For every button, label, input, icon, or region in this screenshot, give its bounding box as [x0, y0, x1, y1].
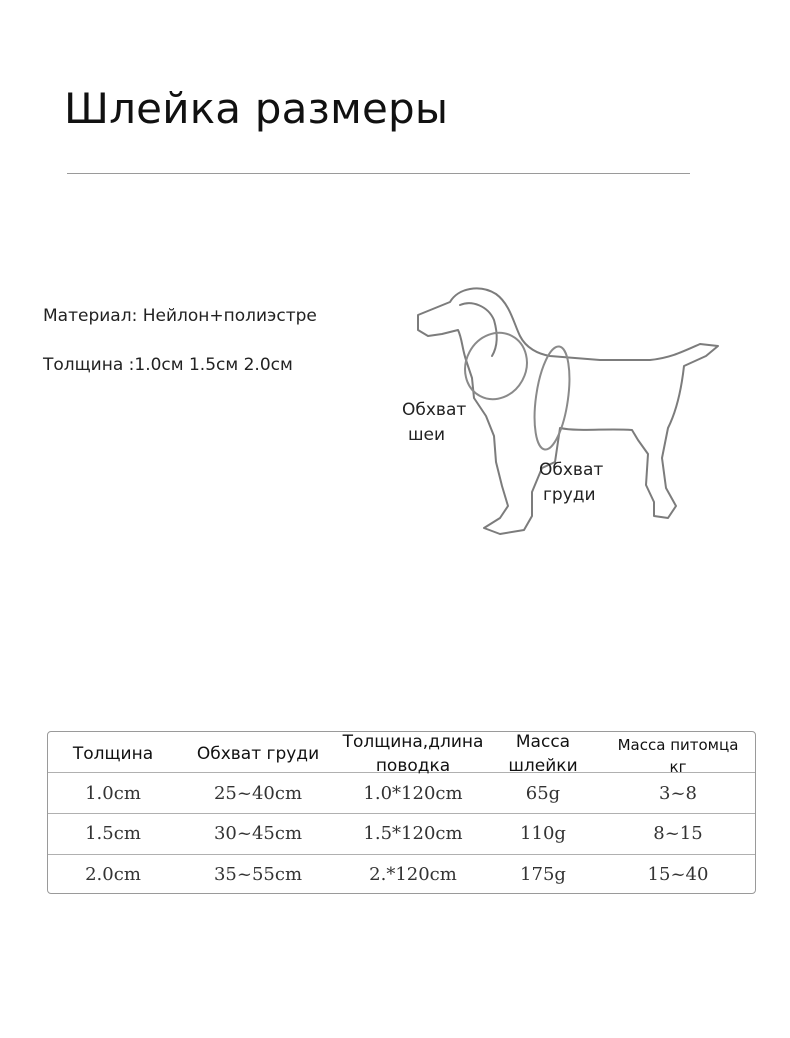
chest-girth-label	[539, 458, 603, 508]
neck-girth-label	[402, 398, 466, 448]
table-row-divider	[48, 854, 755, 855]
table-cell: 2.*120cm	[369, 864, 457, 885]
chest-label-line1: Обхват	[539, 460, 604, 480]
neck-label-line2: шеи	[408, 425, 446, 445]
chest-strap	[529, 344, 575, 451]
table-cell: 1.5cm	[85, 823, 141, 844]
chest-label-line2: груди	[543, 485, 596, 505]
table-cell: 35~55cm	[213, 864, 303, 885]
table-row-divider	[48, 813, 755, 814]
dog-ear-outline	[460, 303, 497, 356]
header-thickness: Толщина	[72, 744, 154, 764]
table-cell: 110g	[520, 823, 566, 844]
table-cell: 1.5*120cm	[363, 823, 463, 844]
header-pet-weight	[608, 734, 748, 778]
header-leash-line2: поводка	[375, 756, 451, 776]
size-table	[47, 731, 756, 894]
header-leash	[338, 730, 488, 778]
table-cell: 2.0cm	[85, 864, 141, 885]
header-leash-line1: Толщина,длина	[342, 732, 484, 752]
neck-label-line1: Обхват	[402, 400, 467, 420]
table-cell: 65g	[525, 783, 561, 804]
table-cell: 8~15	[653, 823, 703, 844]
spec-thickness: Толщина :1.0см 1.5см 2.0см	[43, 355, 293, 375]
header-harness-weight-line1: Масса	[515, 732, 571, 752]
header-chest-girth: Обхват груди	[196, 744, 320, 764]
header-harness-weight-line2: шлейки	[508, 756, 578, 776]
table-cell: 25~40cm	[213, 783, 303, 804]
header-pet-weight-line1: Масса питомца	[617, 736, 739, 754]
table-cell: 15~40	[647, 864, 709, 885]
header-harness-weight	[488, 730, 598, 778]
table-cell: 30~45cm	[213, 823, 303, 844]
spec-material: Материал: Нейлон+полиэстре	[43, 306, 317, 326]
title-divider	[67, 173, 690, 174]
header-pet-weight-line2: кг	[669, 758, 687, 776]
table-cell: 175g	[520, 864, 566, 885]
table-cell: 1.0cm	[85, 783, 141, 804]
table-cell: 3~8	[659, 783, 697, 804]
table-cell: 1.0*120cm	[363, 783, 463, 804]
page-title: Шлейка размеры	[64, 84, 449, 133]
